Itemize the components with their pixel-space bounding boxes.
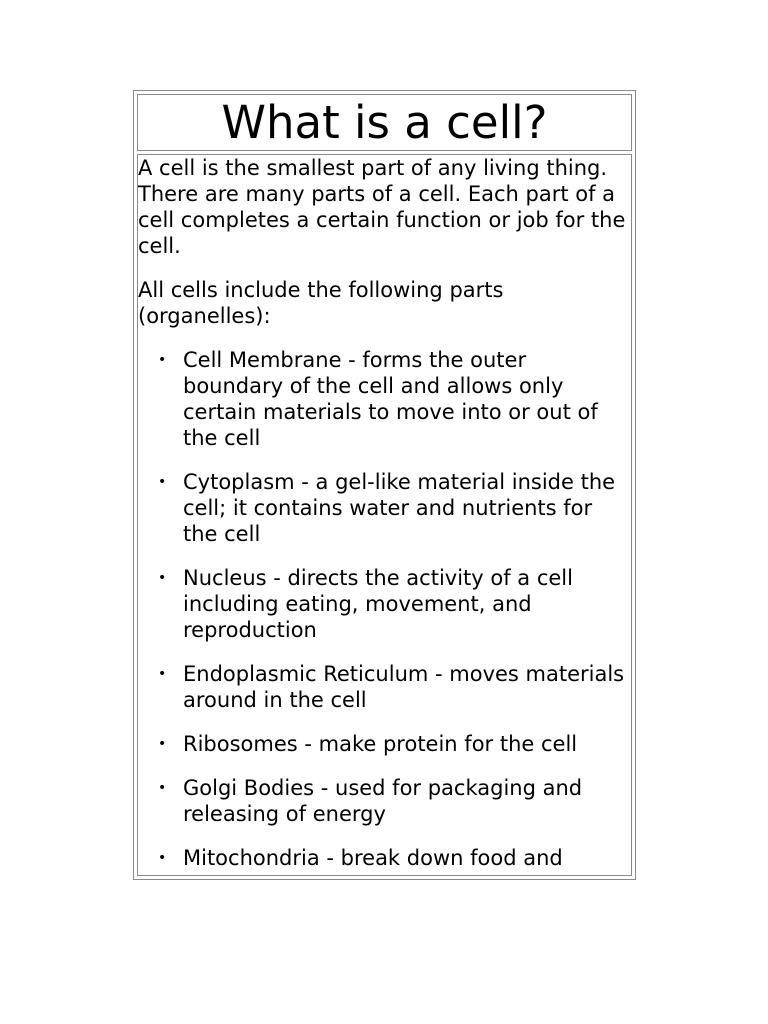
document-table xyxy=(133,90,636,880)
bullet-icon: • xyxy=(158,666,167,682)
list-item-text: Cell Membrane - forms the outer boundary of the cell and allows only certain materials to move into or out of the cell xyxy=(183,348,598,450)
title-cell xyxy=(137,94,632,151)
organelle-list xyxy=(138,347,631,871)
lead-in-paragraph: All cells include the following parts (organelles): xyxy=(138,278,504,328)
bullet-icon: • xyxy=(158,780,167,796)
list-item xyxy=(138,731,631,757)
bullet-icon: • xyxy=(158,736,167,752)
bullet-icon: • xyxy=(158,850,167,866)
intro-paragraph: A cell is the smallest part of any living thing. There are many parts of a cell. Each part of a cell completes a certain function or job for the cell. xyxy=(138,156,626,258)
list-item xyxy=(138,347,631,451)
content-cell xyxy=(137,154,632,876)
list-item-text: Nucleus - directs the activity of a cell including eating, movement, and reproduction xyxy=(183,566,573,642)
list-item xyxy=(138,845,631,871)
list-item xyxy=(138,775,631,827)
list-item-text: Golgi Bodies - used for packaging and releasing of energy xyxy=(183,776,583,826)
bullet-icon: • xyxy=(158,352,167,368)
bullet-icon: • xyxy=(158,474,167,490)
content-body xyxy=(138,155,631,871)
list-item xyxy=(138,565,631,643)
page-title: What is a cell? xyxy=(221,96,548,149)
list-item-text: Cytoplasm - a gel-like material inside the cell; it contains water and nutrients for the cell xyxy=(183,470,616,546)
list-item-text: Mitochondria - break down food and xyxy=(183,846,563,870)
bullet-icon: • xyxy=(158,570,167,586)
list-item xyxy=(138,661,631,713)
list-item-text: Endoplasmic Reticulum - moves materials around in the cell xyxy=(183,662,625,712)
list-item xyxy=(138,469,631,547)
list-item-text: Ribosomes - make protein for the cell xyxy=(183,732,578,756)
